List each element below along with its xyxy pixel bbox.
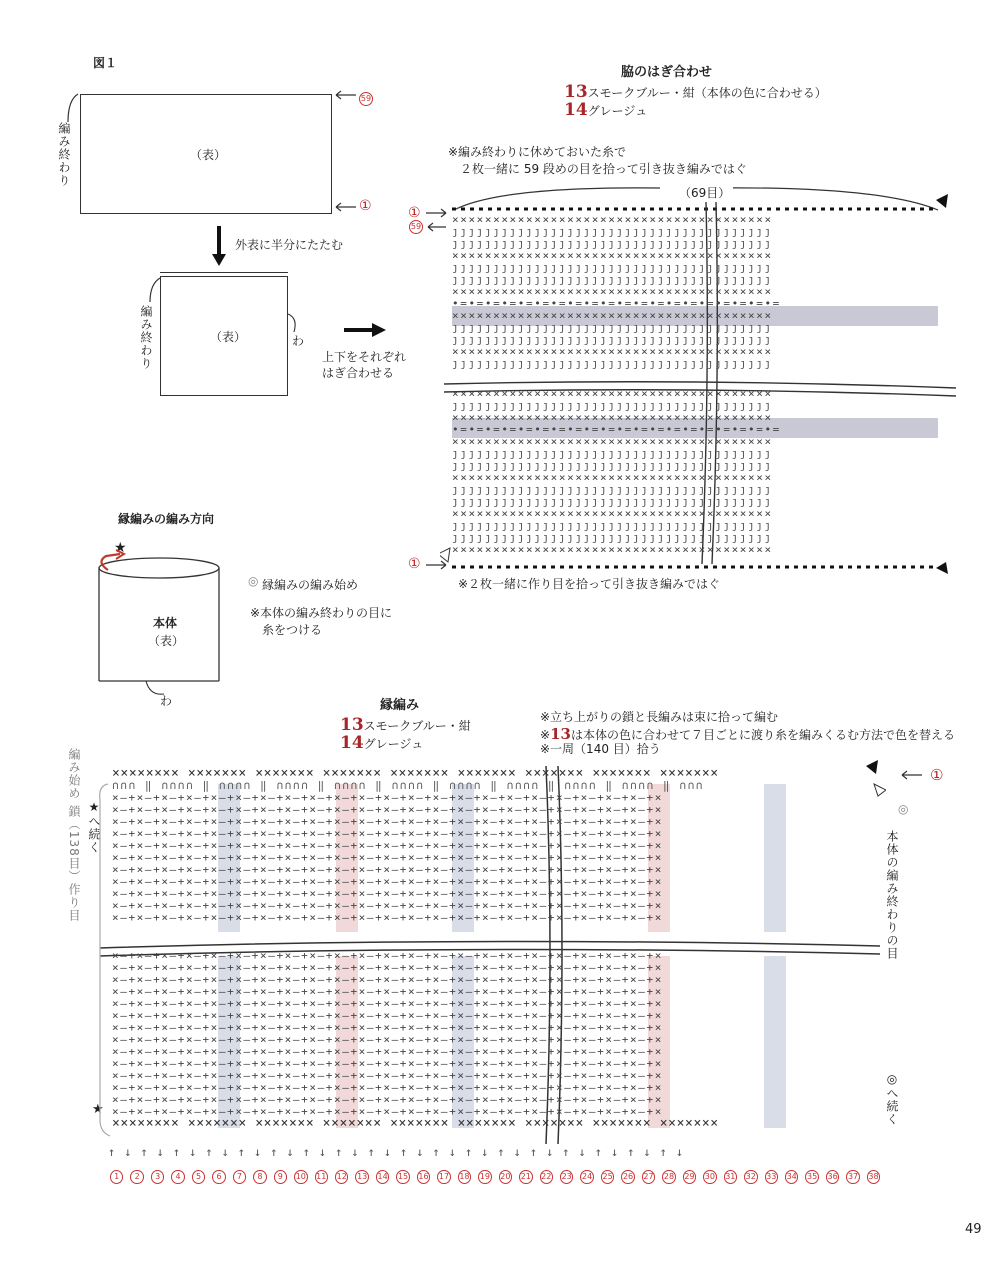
fold-front-label: （表） [210, 330, 247, 344]
col-number: 22 [540, 1170, 553, 1184]
side-arrow-bottom-icon [424, 558, 450, 572]
side-triangle-bottom-icon [936, 562, 948, 574]
fig1-arrow-bottom-icon [332, 200, 360, 214]
col-number: 9 [274, 1170, 287, 1184]
dir-body-label: 本体 [153, 616, 178, 630]
side-row-t: ȷȷȷȷȷȷȷȷȷȷȷȷȷȷȷȷȷȷȷȷȷȷȷȷȷȷȷȷȷȷȷȷȷȷȷȷȷȷȷ [452, 225, 773, 238]
col-number: 20 [499, 1170, 512, 1184]
fig1-arrow-top-icon [332, 88, 360, 102]
side-stitch-rows: ××××××××××××××××××××××××××××××××××××××× ȷȷȷȷȷȷȷȷȷȷȷȷȷȷȷȷȷȷȷȷȷȷȷȷȷȷȷȷȷȷȷȷȷȷȷȷȷȷȷ ȷȷȷȷȷȷȷȷȷȷȷȷȷȷȷȷȷȷȷȷȷȷȷȷȷȷȷȷȷȷȷȷȷȷȷȷȷȷȷ ××××××××××××××××××××××××××××××××××××××× ȷȷȷȷȷȷȷȷȷȷȷȷȷȷȷȷȷȷȷȷȷȷȷȷȷȷȷȷȷȷȷȷȷȷȷȷȷȷȷ ȷȷȷȷȷȷȷȷȷȷȷȷȷȷȷȷȷȷȷȷȷȷȷȷȷȷȷȷȷȷȷȷȷȷȷȷȷȷȷ ××××××××××××××××××××××××××××××××××××××× •=•=•=•=•=•=•=•=•=•=•=•=•=•=•=•=•=•=•=•= ××××××××××××××××××××××××××××××××××××××× ȷȷȷȷȷȷȷȷȷȷȷȷȷȷȷȷȷȷȷȷȷȷȷȷȷȷȷȷȷȷȷȷȷȷȷȷȷȷȷ ȷȷȷȷȷȷȷȷȷȷȷȷȷȷȷȷȷȷȷȷȷȷȷȷȷȷȷȷȷȷȷȷȷȷȷȷȷȷȷ ××××××××××××××××××××××××××××××××××××××× ȷȷȷȷȷȷȷȷȷȷȷȷȷȷȷȷȷȷȷȷȷȷȷȷȷȷȷȷȷȷȷȷȷȷȷȷȷȷȷ ××××××××××××××××××××××××××××××××××××××× ȷȷȷȷȷȷȷȷȷȷȷȷȷȷȷȷȷȷȷȷȷȷȷȷȷȷȷȷȷȷȷȷȷȷȷȷȷȷȷ ××××××××××××××××××××××××××××××××××××××× •=•=•=•=•=•=•=•=•=•=•=•=•=•=•=•=•=•=•=•= ××××××××××××××××××××××××××××××××××××××× ȷȷȷȷȷȷȷȷȷȷȷȷȷȷȷȷȷȷȷȷȷȷȷȷȷȷȷȷȷȷȷȷȷȷȷȷȷȷȷ ȷȷȷȷȷȷȷȷȷȷȷȷȷȷȷȷȷȷȷȷȷȷȷȷȷȷȷȷȷȷȷȷȷȷȷȷȷȷȷ ××××××××××××××××××××××××××××××××××××××× ȷȷȷȷȷȷȷȷȷȷȷȷȷȷȷȷȷȷȷȷȷȷȷȷȷȷȷȷȷȷȷȷȷȷȷȷȷȷȷ ȷȷȷȷȷȷȷȷȷȷȷȷȷȷȷȷȷȷȷȷȷȷȷȷȷȷȷȷȷȷȷȷȷȷȷȷȷȷȷ ××××××××××××××××××××××××××××××××××××××× ȷȷȷȷȷȷȷȷȷȷȷȷȷȷȷȷȷȷȷȷȷȷȷȷȷȷȷȷȷȷȷȷȷȷȷȷȷȷȷ ȷȷȷȷȷȷȷȷȷȷȷȷȷȷȷȷȷȷȷȷȷȷȷȷȷȷȷȷȷȷȷȷȷȷȷȷȷȷȷ ××××××××××××××××××××××××××××××××××××××× [452, 214, 938, 554]
fold-text: 外表に半分にたたむ [235, 238, 344, 252]
col-number: 25 [601, 1170, 614, 1184]
fold-end-label: 編み終わり [139, 305, 153, 370]
col-number: 34 [785, 1170, 798, 1184]
col-number: 26 [621, 1170, 634, 1184]
side-note-top-2: ２枚一緒に 59 段めの目を拾って引き抜き編みではぐ [460, 162, 747, 176]
side-note-bottom: ※２枚一緒に作り目を拾って引き抜き編みではぐ [458, 577, 721, 591]
fig1-end-label: 編み終わり [57, 122, 71, 187]
fig1-label: 図１ [93, 56, 118, 70]
col-number: 5 [192, 1170, 205, 1184]
col-number: 38 [867, 1170, 880, 1184]
side-row-bottom: ① [408, 556, 421, 572]
edge-col-numbers [110, 1170, 880, 1184]
side-title: 脇のはぎ合わせ [621, 65, 713, 80]
edge-note-1: ※立ち上がりの鎖と長編みは束に拾って編む [540, 710, 779, 724]
col-number: 30 [703, 1170, 716, 1184]
col-number: 1 [110, 1170, 123, 1184]
col-number: 17 [437, 1170, 450, 1184]
col-number: 6 [212, 1170, 225, 1184]
join-text-1: 上下をそれぞれ [322, 350, 407, 364]
col-number: 19 [478, 1170, 491, 1184]
side-yarn-13: 13スモークブルー・紺（本体の色に合わせる） [564, 82, 827, 102]
edge-arrow-1-icon [898, 768, 926, 782]
col-number: 13 [355, 1170, 368, 1184]
edge-yarn-14: 14グレージュ [340, 733, 424, 753]
edge-note-3: ※一周（140 目）拾う [540, 742, 661, 756]
fold-arrow-icon [209, 224, 229, 268]
edge-right-cont: ◎へ続く [885, 1072, 899, 1126]
col-number: 4 [171, 1170, 184, 1184]
col-number: 10 [294, 1170, 307, 1184]
col-number: 35 [805, 1170, 818, 1184]
side-triangle-top-icon [936, 194, 948, 208]
col-number: 11 [315, 1170, 328, 1184]
page-number: 49 [965, 1222, 982, 1237]
edge-title: 縁編み [380, 698, 420, 713]
side-arrow-59-icon [424, 220, 450, 234]
fig1-row-top: 59 [359, 92, 373, 106]
dir-body-front: （表） [148, 634, 185, 648]
join-arrow-icon [342, 320, 388, 340]
side-note-top-1: ※編み終わりに休めておいた糸で [448, 145, 627, 159]
fig1-end-curve [60, 86, 90, 126]
col-number: 16 [417, 1170, 430, 1184]
col-number: 12 [335, 1170, 348, 1184]
edge-col-arrows: ↑↓↑↓↑↓↑↓↑↓↑↓↑↓↑↓↑↓↑↓↑↓↑↓↑↓↑↓↑↓↑↓↑↓↑↓ [108, 1145, 693, 1159]
col-number: 2 [130, 1170, 143, 1184]
dir-start-text: 縁編みの編み始め [262, 578, 359, 592]
dir-note-2: 糸をつける [262, 623, 323, 637]
col-number: 33 [765, 1170, 778, 1184]
fold-end-curve [140, 270, 170, 310]
col-number: 29 [683, 1170, 696, 1184]
edge-star-bottom: ★ [92, 1102, 104, 1117]
fold-wa-curve [286, 312, 306, 334]
col-number: 8 [253, 1170, 266, 1184]
edge-note-2: ※13は本体の色に合わせて７目ごとに渡り糸を編みくるむ方法で色を替える [540, 725, 955, 743]
fold-top-edge [160, 272, 288, 273]
edge-stitch-rows: ×××××××× ××××××× ××××××× ××××××× ××××××× ××××××× ××××××× ××××××× ××××××× ∩∩∩ ‖ ∩∩∩∩ ‖ ∩∩∩∩ ‖ ∩∩∩∩ ‖ ∩∩∩∩ ‖ ∩∩∩∩ ‖ ∩∩∩∩ ‖ ∩∩∩∩ ‖ ∩∩∩∩ ‖ ∩∩∩∩ ‖ ∩∩∩ ×—+×—+×—+×—+×—+×—+×—+×—+×—+×—+×—+×—+×—+×—+×—+×—+×—+×—+×—+×—+×—+×—+× ×—+×—+×—+×—+×—+×—+×—+×—+×—+×—+×—+×—+×—+×—+×—+×—+×—+×—+×—+×—+×—+×—+× ×—+×—+×—+×—+×—+×—+×—+×—+×—+×—+×—+×—+×—+×—+×—+×—+×—+×—+×—+×—+×—+×—+× ×—+×—+×—+×—+×—+×—+×—+×—+×—+×—+×—+×—+×—+×—+×—+×—+×—+×—+×—+×—+×—+×—+× ×—+×—+×—+×—+×—+×—+×—+×—+×—+×—+×—+×—+×—+×—+×—+×—+×—+×—+×—+×—+×—+×—+× ×—+×—+×—+×—+×—+×—+×—+×—+×—+×—+×—+×—+×—+×—+×—+×—+×—+×—+×—+×—+×—+×—+× ×—+×—+×—+×—+×—+×—+×—+×—+×—+×—+×—+×—+×—+×—+×—+×—+×—+×—+×—+×—+×—+×—+× ×—+×—+×—+×—+×—+×—+×—+×—+×—+×—+×—+×—+×—+×—+×—+×—+×—+×—+×—+×—+×—+×—+× ×—+×—+×—+×—+×—+×—+×—+×—+×—+×—+×—+×—+×—+×—+×—+×—+×—+×—+×—+×—+×—+×—+× ×—+×—+×—+×—+×—+×—+×—+×—+×—+×—+×—+×—+×—+×—+×—+×—+×—+×—+×—+×—+×—+×—+× ×—+×—+×—+×—+×—+×—+×—+×—+×—+×—+×—+×—+×—+×—+×—+×—+×—+×—+×—+×—+×—+×—+× ×—+×—+×—+×—+×—+×—+×—+×—+×—+×—+×—+×—+×—+×—+×—+×—+×—+×—+×—+×—+×—+×—+× ×—+×—+×—+×—+×—+×—+×—+×—+×—+×—+×—+×—+×—+×—+×—+×—+×—+×—+×—+×—+×—+×—+× ×—+×—+×—+×—+×—+×—+×—+×—+×—+×—+×—+×—+×—+×—+×—+×—+×—+×—+×—+×—+×—+×—+× ×—+×—+×—+×—+×—+×—+×—+×—+×—+×—+×—+×—+×—+×—+×—+×—+×—+×—+×—+×—+×—+×—+× ×—+×—+×—+×—+×—+×—+×—+×—+×—+×—+×—+×—+×—+×—+×—+×—+×—+×—+×—+×—+×—+×—+× ×—+×—+×—+×—+×—+×—+×—+×—+×—+×—+×—+×—+×—+×—+×—+×—+×—+×—+×—+×—+×—+×—+× ×—+×—+×—+×—+×—+×—+×—+×—+×—+×—+×—+×—+×—+×—+×—+×—+×—+×—+×—+×—+×—+×—+× ×—+×—+×—+×—+×—+×—+×—+×—+×—+×—+×—+×—+×—+×—+×—+×—+×—+×—+×—+×—+×—+×—+× ×—+×—+×—+×—+×—+×—+×—+×—+×—+×—+×—+×—+×—+×—+×—+×—+×—+×—+×—+×—+×—+×—+× ×—+×—+×—+×—+×—+×—+×—+×—+×—+×—+×—+×—+×—+×—+×—+×—+×—+×—+×—+×—+×—+×—+× ×—+×—+×—+×—+×—+×—+×—+×—+×—+×—+×—+×—+×—+×—+×—+×—+×—+×—+×—+×—+×—+×—+× ×—+×—+×—+×—+×—+×—+×—+×—+×—+×—+×—+×—+×—+×—+×—+×—+×—+×—+×—+×—+×—+×—+× ×—+×—+×—+×—+×—+×—+×—+×—+×—+×—+×—+×—+×—+×—+×—+×—+×—+×—+×—+×—+×—+×—+× ×—+×—+×—+×—+×—+×—+×—+×—+×—+×—+×—+×—+×—+×—+×—+×—+×—+×—+×—+×—+×—+×—+× ×××××××× ××××××× ××××××× ××××××× ××××××× ××××××× ××××××× ××××××× ××××××× [112, 768, 719, 1131]
side-row-x: ××××××××××××××××××××××××××××××××××××××× [452, 214, 773, 226]
join-text-2: はぎ合わせる [322, 366, 395, 380]
dir-note-1: ※本体の編み終わりの目に [250, 606, 393, 620]
col-number: 14 [376, 1170, 389, 1184]
fig1-row-bottom: ① [359, 198, 372, 214]
edge-right-label: 本体の編み終わりの目 [885, 830, 899, 960]
side-yarn-14: 14グレージュ [564, 100, 648, 120]
fig1-front-label: （表） [190, 148, 227, 162]
edge-row-marker: ① [930, 766, 944, 784]
side-stitch-count: （69目） [676, 184, 733, 201]
col-number: 28 [662, 1170, 675, 1184]
col-number: 15 [396, 1170, 409, 1184]
col-number: 32 [744, 1170, 757, 1184]
side-row-first: ① [408, 205, 421, 221]
col-number: 37 [846, 1170, 859, 1184]
col-number: 23 [560, 1170, 573, 1184]
dir-start-mark: ◎ [248, 574, 259, 588]
dir-wa: わ [160, 694, 173, 708]
col-number: 31 [724, 1170, 737, 1184]
side-row-59: 59 [409, 220, 423, 234]
side-arrow-1-icon [424, 206, 450, 220]
col-number: 24 [580, 1170, 593, 1184]
col-number: 36 [826, 1170, 839, 1184]
col-number: 27 [642, 1170, 655, 1184]
edge-left-label: 編み始め 鎖（138目）作り目 [67, 748, 81, 922]
edge-start-mark: ◎ [898, 802, 909, 816]
edge-left-star: ★へ続く [87, 800, 101, 854]
col-number: 7 [233, 1170, 246, 1184]
col-number: 21 [519, 1170, 532, 1184]
dir-star: ★ [114, 540, 127, 556]
col-number: 18 [458, 1170, 471, 1184]
dir-title: 縁編みの編み方向 [118, 512, 215, 526]
edge-yarn-13: 13スモークブルー・紺 [340, 715, 471, 735]
col-number: 3 [151, 1170, 164, 1184]
fold-wa: わ [292, 334, 305, 348]
